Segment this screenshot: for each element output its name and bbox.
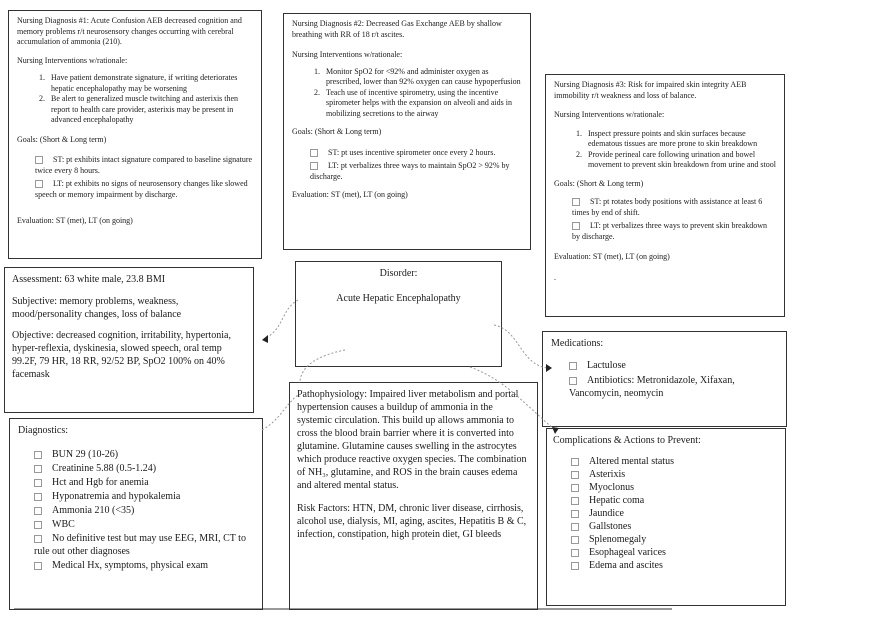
checkbox-icon	[34, 535, 42, 543]
nd1-goal-st: ST: pt exhibits intact signature compared to baseline signature twice every 8 hours.	[35, 155, 253, 175]
nd1-goals-label: Goals: (Short & Long term)	[17, 134, 107, 144]
diagnostic-item: BUN 29 (10-26)	[34, 448, 254, 461]
complication-item: Altered mental status	[571, 455, 779, 468]
checkbox-icon	[571, 458, 579, 466]
complication-item: Hepatic coma	[571, 494, 779, 507]
complication-item: Jaundice	[571, 507, 779, 520]
checkbox-icon	[34, 507, 42, 515]
nd3-title: Nursing Diagnosis #3: Risk for impaired skin integrity AEB immobility r/t weakness and loss of balance.	[554, 80, 747, 100]
medications-label: Medications:	[551, 338, 604, 349]
nd2-intervention-2: 2. Teach use of incentive spirometry, using the incentive spirometer helps with the expansion on alveoli and aids in mobilizing secretions to the airway	[322, 88, 522, 120]
checkbox-icon	[571, 497, 579, 505]
nd1-evaluation: Evaluation: ST (met), LT (on going)	[17, 216, 133, 225]
diagnostic-item: Hyponatremia and hypokalemia	[34, 490, 254, 503]
checkbox-icon	[571, 471, 579, 479]
diagnostic-item: Creatinine 5.88 (0.5-1.24)	[34, 462, 254, 475]
assessment-card	[4, 267, 254, 413]
checkbox-icon	[34, 493, 42, 501]
arrowhead-left-icon	[262, 335, 268, 343]
diagnostic-item: No definitive test but may use EEG, MRI, CT to rule out other diagnoses	[34, 533, 246, 557]
checkbox-icon	[310, 149, 318, 157]
checkbox-icon	[569, 377, 577, 385]
risk-factors-text: Risk Factors: HTN, DM, chronic liver disease, cirrhosis, alcohol use, dialysis, MI, aging, ascites, Hepatitis B & C, infection, constipation, high protein diet, GI bleeds	[297, 503, 527, 540]
diagnostics-card	[9, 418, 263, 610]
checkbox-icon	[35, 180, 43, 188]
nd2-intervention-1: 1. Monitor SpO2 for <92% and administer oxygen as prescribed, lower than 92% oxygen can cause hypoperfusion	[322, 67, 522, 88]
diagnostic-item: WBC	[34, 518, 254, 531]
nd3-trailing: .	[554, 272, 556, 282]
assessment-objective: Objective: decreased cognition, irritability, hypertonia, hyper-reflexia, dyskinesia, slowed speech, oral temp 99.2F, 79 HR, 18 RR, 92/52 BP, SpO2 100% on 40% facemask	[12, 330, 231, 380]
nd2-goals-label: Goals: (Short & Long term)	[292, 127, 382, 136]
nursing-diagnosis-1-card	[8, 10, 262, 259]
disorder-card	[295, 261, 502, 367]
diagnostic-item: Medical Hx, symptoms, physical exam	[34, 559, 254, 572]
nd3-intervention-1: 1. Inspect pressure points and skin surfaces because edematous tissues are more prone to skin breakdown	[584, 129, 776, 150]
diagnostics-label: Diagnostics:	[18, 425, 68, 436]
checkbox-icon	[569, 362, 577, 370]
nd1-interventions-label: Nursing Interventions w/rationale:	[17, 55, 128, 65]
complications-card	[546, 428, 786, 606]
checkbox-icon	[34, 562, 42, 570]
checkbox-icon	[310, 162, 318, 170]
checkbox-icon	[34, 465, 42, 473]
checkbox-icon	[35, 156, 43, 164]
medications-card	[542, 331, 787, 427]
medication-item: Lactulose	[569, 359, 778, 372]
pathophysiology-text: Pathophysiology: Impaired liver metabolism and portal hypertension causes a buildup of ammonia in the systemic circulation. This build up allows ammonia to cross the blood brain barrier where it is converted into glutamine. Glutamine causes swelling in the astrocytes which produce reactive oxygen species. The combination of NH₃, glutamine, and ROS in the brain causes edema and altered mental status.	[297, 389, 527, 491]
medication-item: Antibiotics: Metronidazole, Xifaxan, Vancomycin, neomycin	[569, 375, 735, 399]
nursing-diagnosis-3-card	[545, 74, 785, 317]
arrow-to-assessment	[262, 300, 298, 340]
nd2-evaluation: Evaluation: ST (met), LT (on going)	[292, 190, 408, 199]
complication-item: Esophageal varices	[571, 546, 779, 559]
nd1-intervention-1: 1. Have patient demonstrate signature, if writing deteriorates hepatic encephalopathy may be worsening	[47, 73, 253, 94]
checkbox-icon	[571, 549, 579, 557]
disorder-name: Acute Hepatic Encephalopathy	[336, 293, 461, 304]
complication-item: Splenomegaly	[571, 533, 779, 546]
nd3-goals-label: Goals: (Short & Long term)	[554, 178, 644, 188]
checkbox-icon	[571, 510, 579, 518]
checkbox-icon	[34, 479, 42, 487]
arrow-to-medications	[494, 325, 548, 368]
assessment-header: Assessment: 63 white male, 23.8 BMI	[12, 274, 166, 285]
checkbox-icon	[572, 222, 580, 230]
nd3-intervention-2: 2. Provide perineal care following urination and bowel movement to prevent skin breakdown from urine and stool	[584, 150, 776, 171]
nd2-goal-lt: LT: pt verbalizes three ways to maintain SpO2 > 92% by discharge.	[310, 161, 510, 181]
nd1-goal-lt: LT: pt exhibits no signs of neurosensory changes like slowed speech or memory impairment by discharge.	[35, 179, 248, 199]
nd3-goal-st: ST: pt rotates body positions with assistance at least 6 times by end of shift.	[572, 197, 763, 217]
checkbox-icon	[571, 562, 579, 570]
complication-item: Myoclonus	[571, 481, 779, 494]
diagnostic-item: Ammonia 210 (<35)	[34, 504, 254, 517]
nd1-intervention-2: 2. Be alert to generalized muscle twitching and asterixis then report to health care provider, asterixis may be present in advanced encephalopathy	[47, 94, 253, 126]
assessment-subjective: Subjective: memory problems, weakness, mood/personality changes, loss of balance	[12, 296, 182, 320]
checkbox-icon	[34, 451, 42, 459]
nursing-diagnosis-2-card	[283, 13, 531, 250]
checkbox-icon	[571, 523, 579, 531]
nd1-title: Nursing Diagnosis #1: Acute Confusion AEB decreased cognition and memory problems r/t neurosensory changes occurring with cerebral accumulation of ammonia (210).	[17, 16, 242, 46]
checkbox-icon	[572, 198, 580, 206]
checkbox-icon	[571, 536, 579, 544]
checkbox-icon	[34, 521, 42, 529]
disorder-label: Disorder:	[379, 268, 418, 279]
complication-item: Gallstones	[571, 520, 779, 533]
complication-item: Edema and ascites	[571, 559, 779, 572]
complications-label: Complications & Actions to Prevent:	[553, 435, 701, 446]
nd2-title: Nursing Diagnosis #2: Decreased Gas Exchange AEB by shallow breathing with RR of 18 r/t ascites.	[292, 19, 502, 39]
nd3-interventions-label: Nursing Interventions w/rationale:	[554, 110, 665, 119]
nd2-goal-st: ST: pt uses incentive spirometer once every 2 hours.	[310, 148, 522, 159]
checkbox-icon	[571, 484, 579, 492]
nd3-evaluation: Evaluation: ST (met), LT (on going)	[554, 252, 670, 261]
diagnostic-item: Hct and Hgb for anemia	[34, 476, 254, 489]
nd3-goal-lt: LT: pt verbalizes three ways to prevent skin breakdown by discharge.	[572, 221, 768, 241]
pathophysiology-card	[289, 382, 538, 610]
complication-item: Asterixis	[571, 468, 779, 481]
nd2-interventions-label: Nursing Interventions w/rationale:	[292, 50, 403, 59]
